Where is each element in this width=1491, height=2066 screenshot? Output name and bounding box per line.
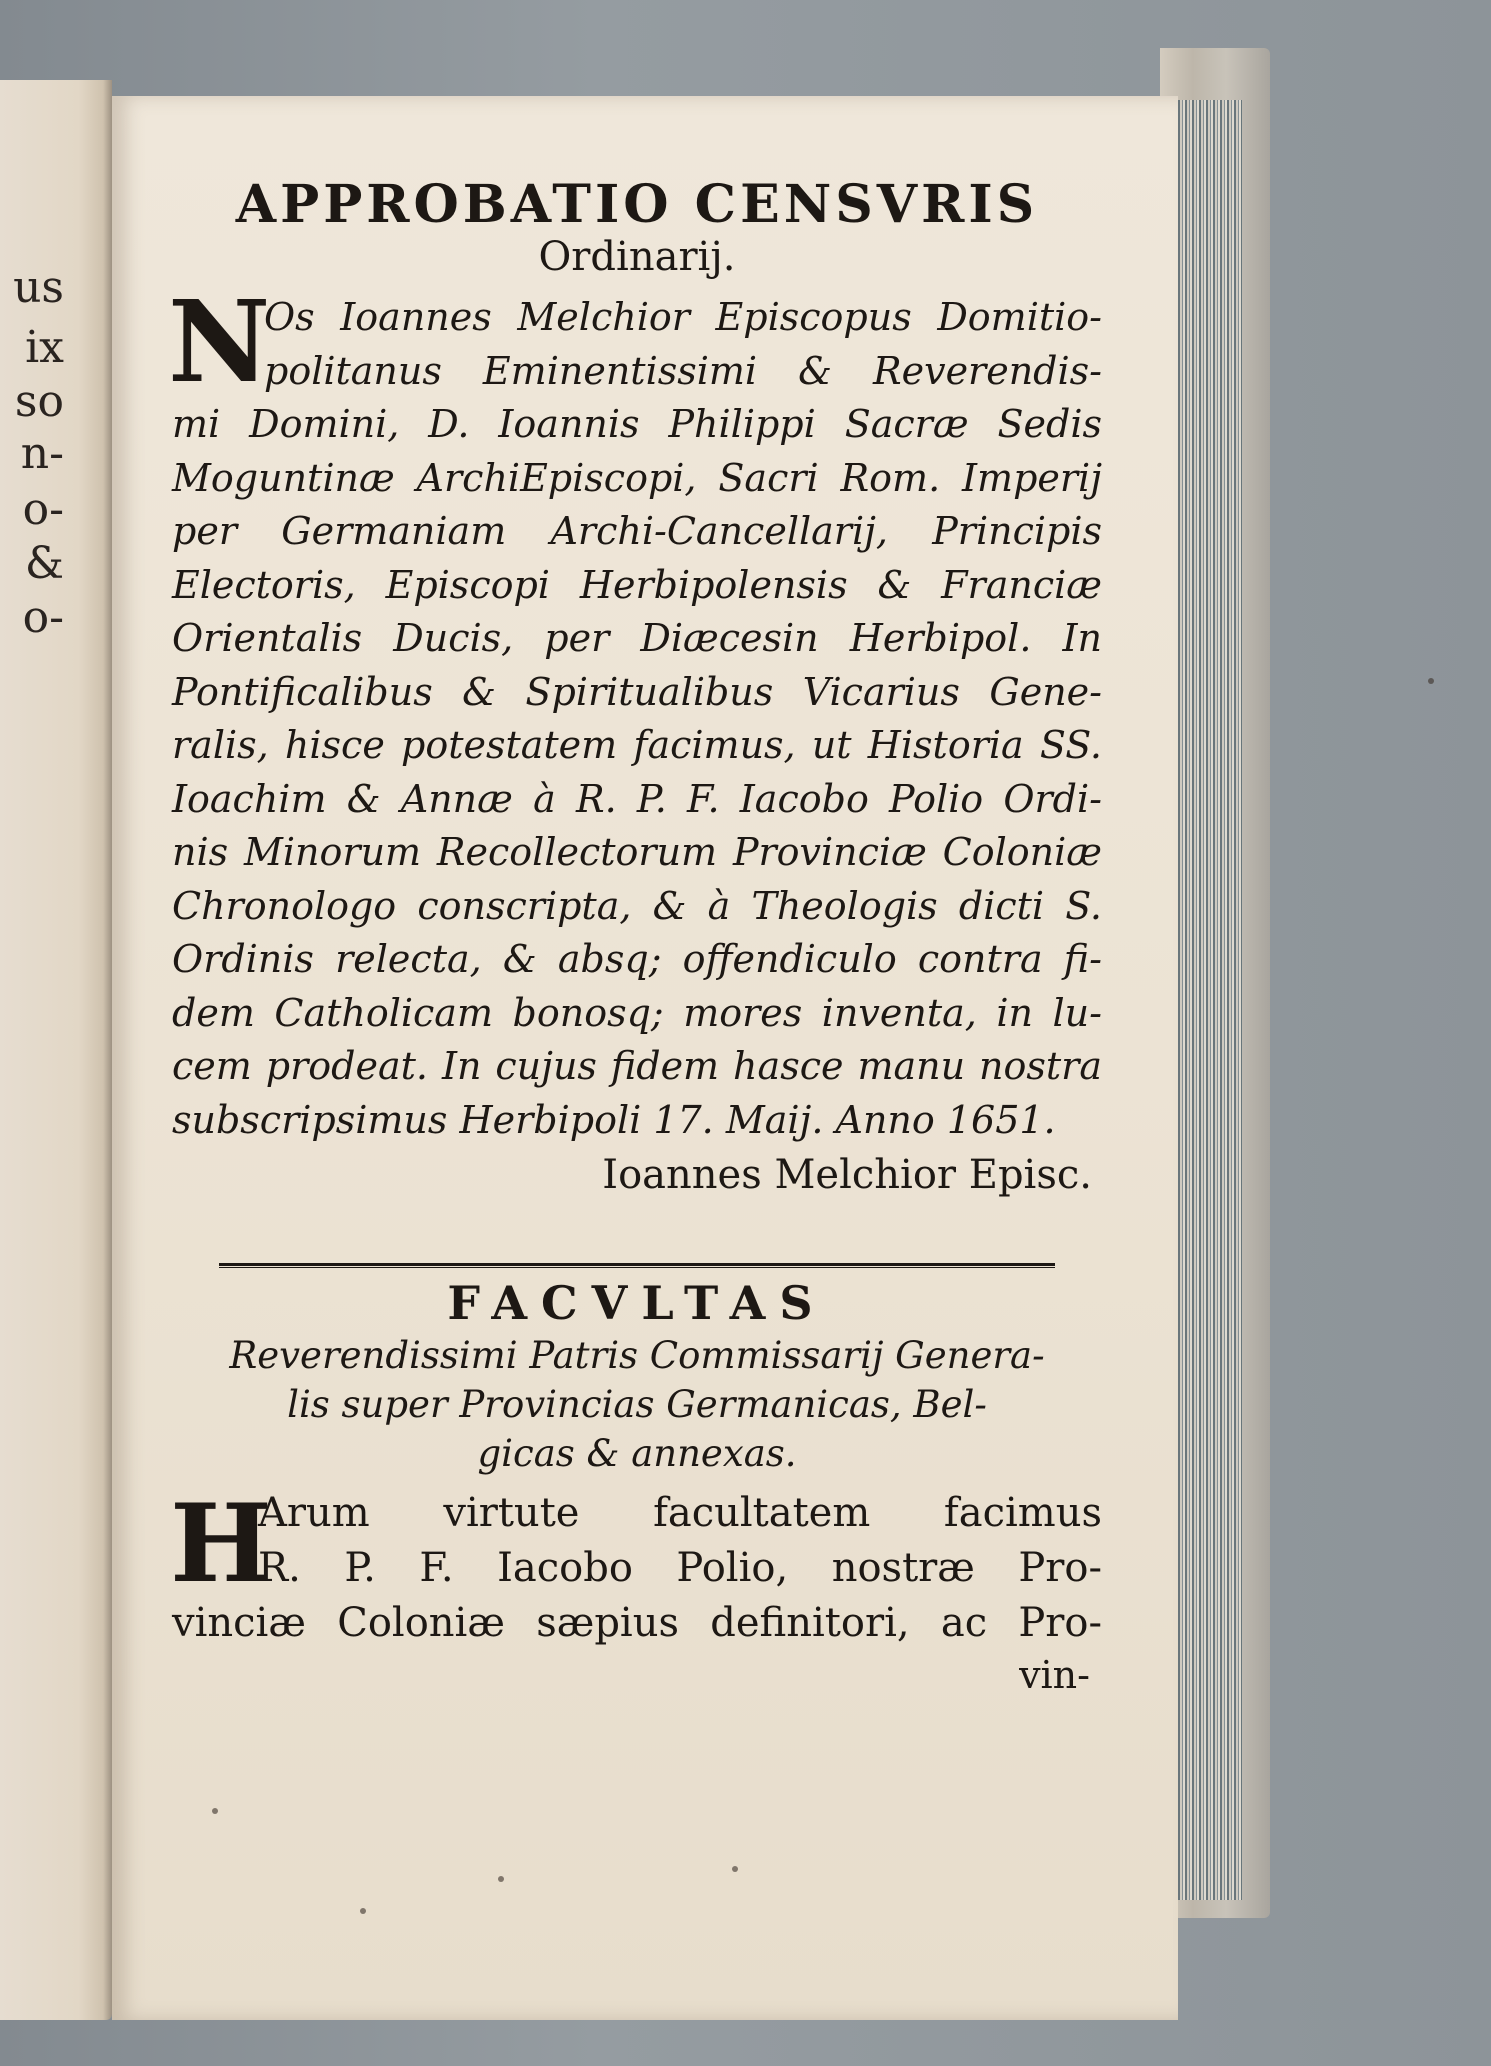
paper-speck bbox=[360, 1908, 366, 1914]
text-line: Ordinis relecta, & absq; offendiculo contra fi- bbox=[172, 937, 1102, 982]
text-line: Electoris, Episcopi Herbipolensis & Franciæ bbox=[172, 562, 1102, 607]
left-fragment: o- bbox=[22, 484, 64, 535]
left-fragment: ix bbox=[25, 322, 64, 373]
page-content bbox=[168, 174, 1102, 1698]
text-line: ralis, hisce potestatem facimus, ut Historia SS. bbox=[172, 723, 1102, 768]
section-rule bbox=[219, 1263, 1055, 1268]
left-fragment: us bbox=[13, 262, 64, 313]
drop-capital: H bbox=[170, 1480, 273, 1607]
text-line: Moguntinæ ArchiEpiscopi, Sacri Rom. Imperij bbox=[172, 455, 1102, 500]
subtitle-line: lis super Provincias Germanicas, Bel- bbox=[287, 1382, 987, 1426]
text-line: per Germaniam Archi-Cancellarij, Principis bbox=[172, 509, 1102, 554]
text-line: cem prodeat. In cujus fidem hasce manu nostra bbox=[172, 1044, 1102, 1089]
printed-page bbox=[112, 96, 1178, 2020]
facultas-title: FACVLTAS bbox=[447, 1276, 827, 1331]
signature: Ioannes Melchior Episc. bbox=[602, 1152, 1092, 1199]
facing-left-page bbox=[0, 80, 112, 2020]
left-fragment: o- bbox=[22, 592, 64, 643]
paper-speck bbox=[732, 1866, 738, 1872]
background-speck bbox=[1428, 678, 1434, 684]
approbation-title: APPROBATIO CENSVRIS bbox=[235, 174, 1039, 235]
text-line: Chronologo conscripta, & à Theologis dicti S. bbox=[172, 883, 1102, 928]
left-page-line-fragments bbox=[0, 80, 70, 2020]
text-line: Pontificalibus & Spiritualibus Vicarius Gene- bbox=[172, 669, 1102, 714]
text-line: Orientalis Ducis, per Diæcesin Herbipol. In bbox=[172, 616, 1102, 661]
paper-speck bbox=[498, 1876, 504, 1882]
text-line: R. P. F. Iacobo Polio, nostræ Pro- bbox=[258, 1544, 1102, 1591]
paper-speck bbox=[212, 1808, 218, 1814]
catchword: vin- bbox=[1019, 1652, 1090, 1697]
text-line: dem Catholicam bonosq; mores inventa, in lu- bbox=[172, 990, 1102, 1035]
facultas-opening bbox=[170, 1480, 1102, 1607]
left-fragment: & bbox=[24, 538, 64, 589]
approbation-opening bbox=[168, 277, 1102, 409]
text-line: Arum virtute facultatem facimus bbox=[258, 1489, 1102, 1536]
text-line: politanus Eminentissimi & Reverendis- bbox=[264, 348, 1102, 393]
facultas-subtitle bbox=[172, 1331, 1102, 1478]
subtitle-line: Reverendissimi Patris Commissarij Genera- bbox=[229, 1333, 1045, 1377]
text-line: subscripsimus Herbipoli 17. Maij. Anno 1651. bbox=[172, 1097, 1056, 1142]
left-fragment: so bbox=[14, 376, 64, 427]
left-fragment: n- bbox=[20, 428, 64, 479]
text-line: mi Domini, D. Ioannis Philippi Sacræ Sedis bbox=[172, 402, 1102, 447]
approbation-text bbox=[168, 277, 1102, 1147]
page-edges bbox=[1178, 100, 1242, 1900]
drop-capital: N bbox=[168, 277, 271, 409]
facultas-text bbox=[170, 1480, 1102, 1651]
text-line: Ioachim & Annæ à R. P. F. Iacobo Polio Ordi- bbox=[172, 776, 1102, 821]
approbation-subtitle: Ordinarij. bbox=[538, 234, 736, 281]
text-line: nis Minorum Recollectorum Provinciæ Coloniæ bbox=[172, 830, 1102, 875]
text-line: Os Ioannes Melchior Episcopus Domitio- bbox=[264, 295, 1102, 340]
subtitle-line: gicas & annexas. bbox=[477, 1431, 797, 1475]
text-line: vinciæ Coloniæ sæpius definitori, ac Pro- bbox=[172, 1599, 1102, 1646]
